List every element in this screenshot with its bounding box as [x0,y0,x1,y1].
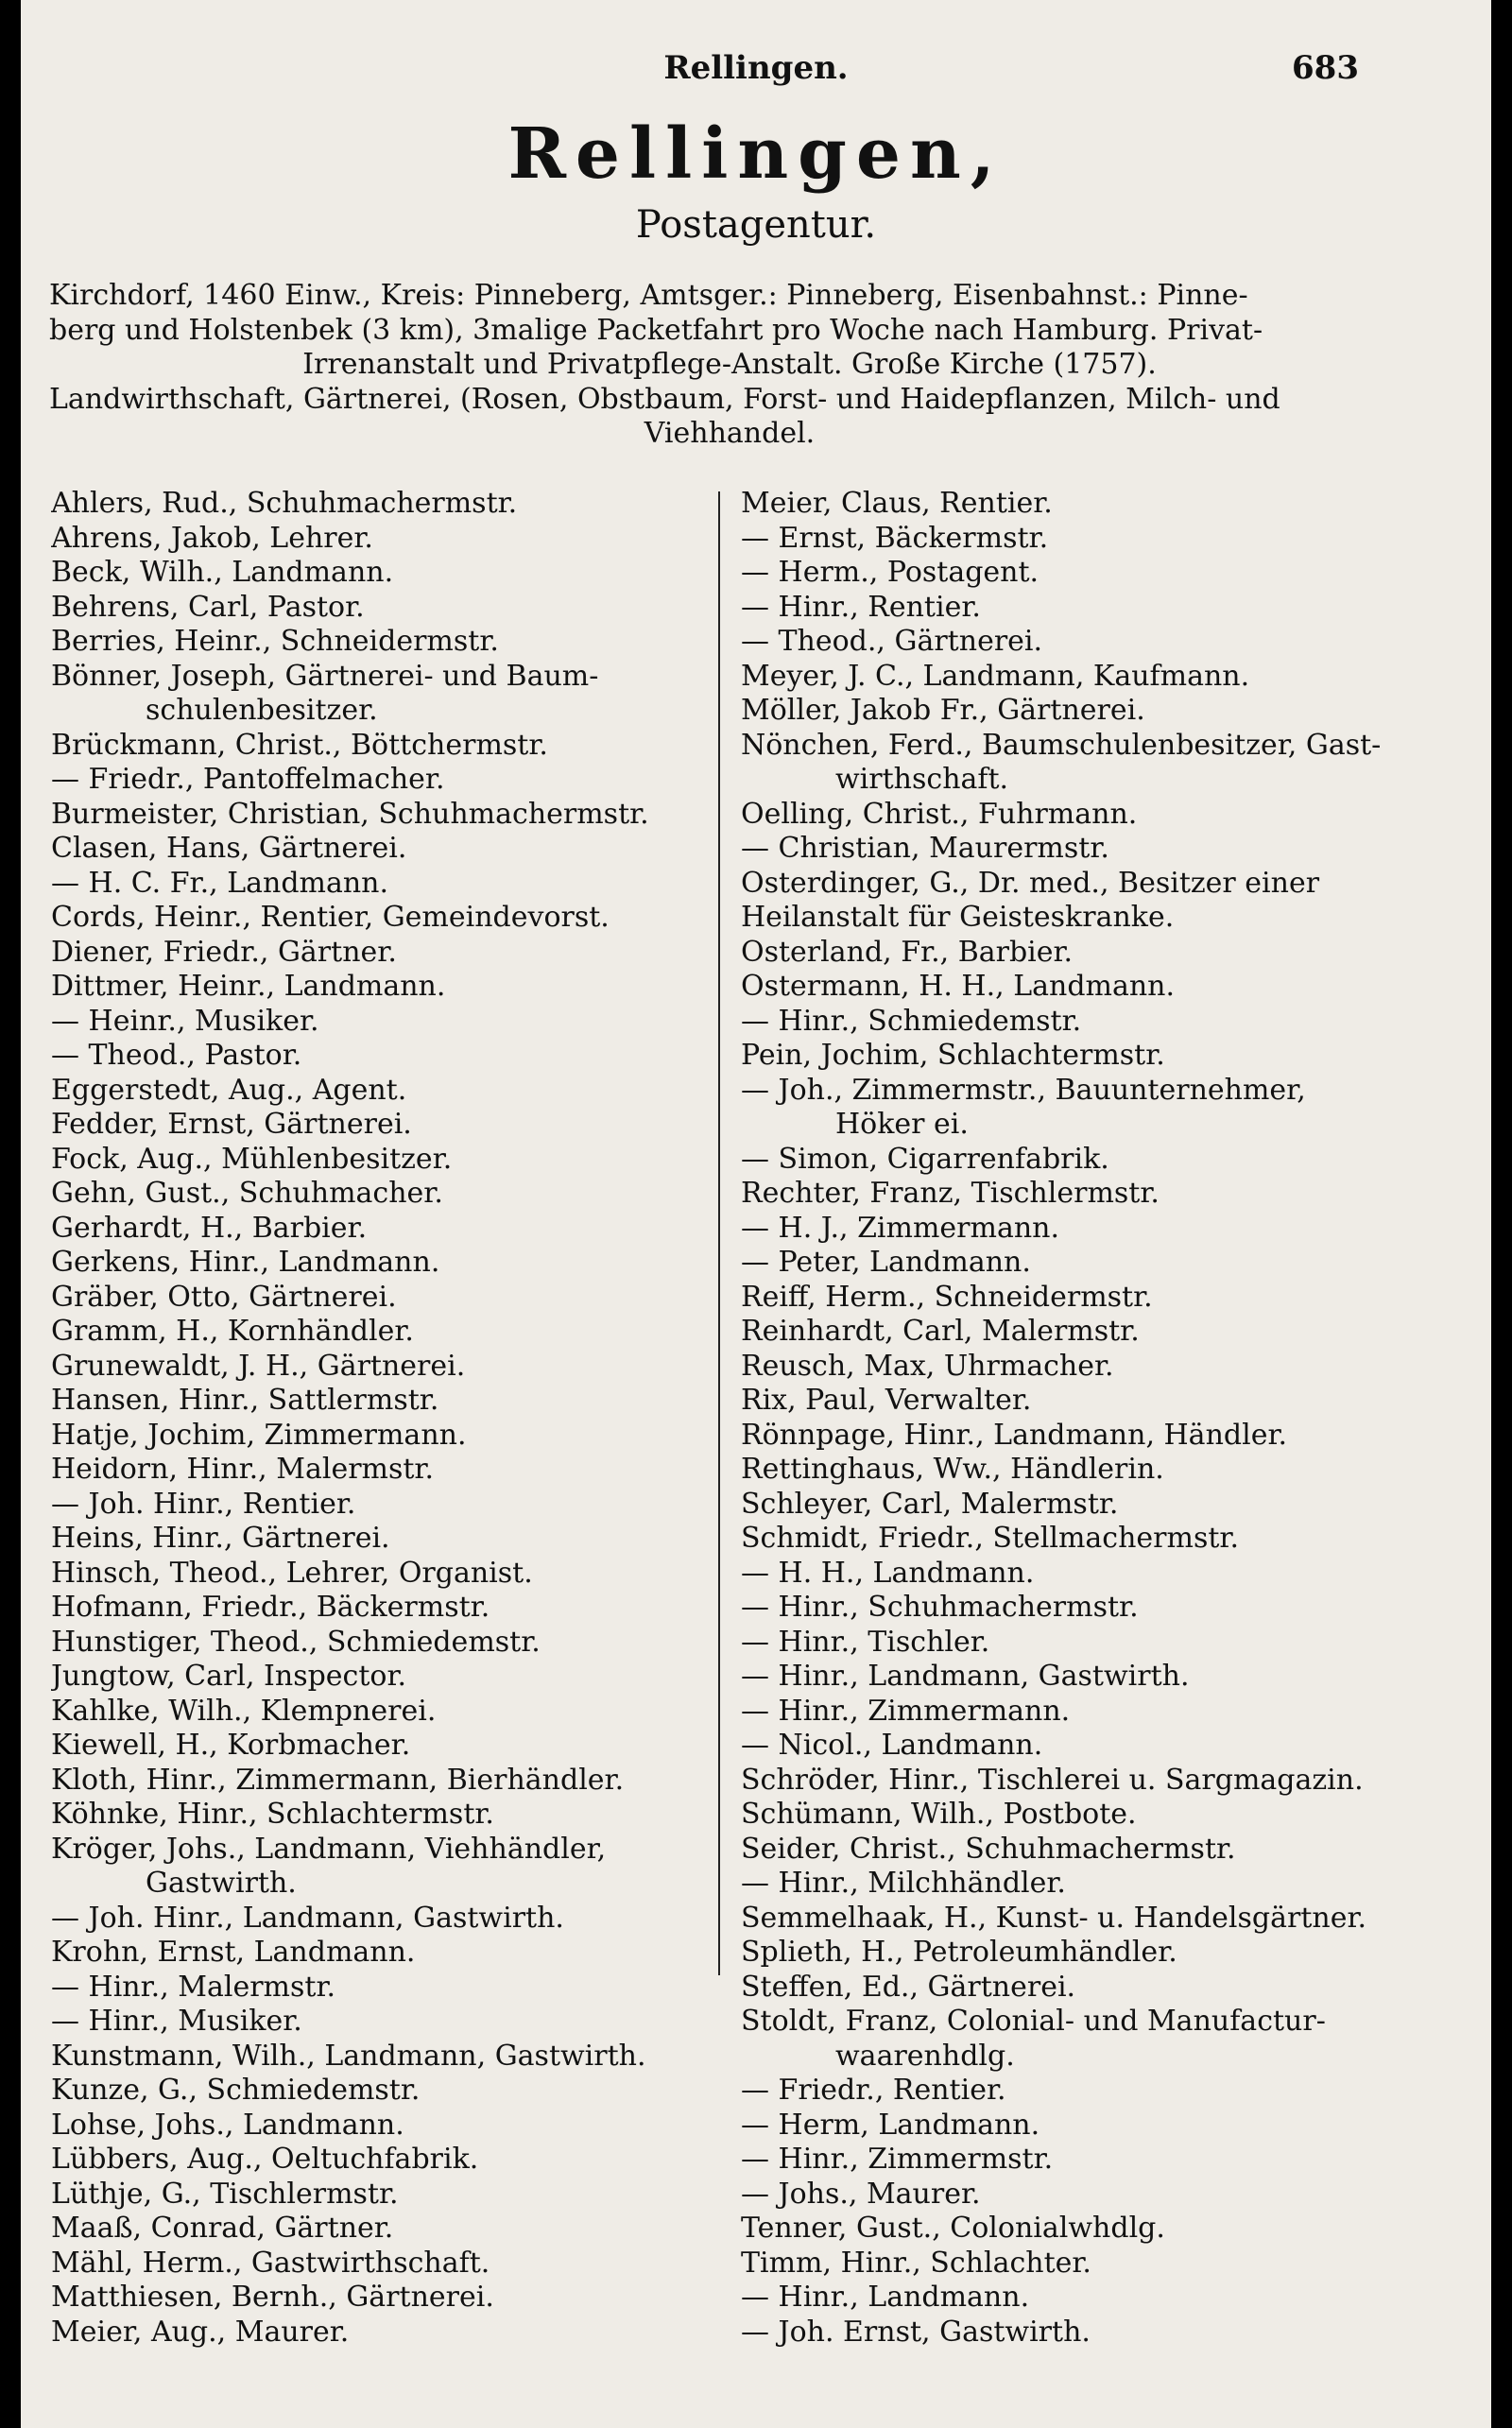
right-column [741,487,1421,2350]
directory-entry: — Simon, Cigarrenfabrik. [741,1142,1109,1176]
directory-page [21,0,1491,2428]
directory-entry: Heilanstalt für Geisteskranke. [741,901,1175,934]
directory-entry: Matthiesen, Bernh., Gärtnerei. [51,2281,494,2314]
directory-entry: Stoldt, Franz, Colonial- und Manufactur- [741,2005,1326,2038]
directory-entry: Reusch, Max, Uhrmacher. [741,1349,1114,1383]
directory-entry: Splieth, H., Petroleumhändler. [741,1936,1177,1969]
directory-entry: — Theod., Gärtnerei. [741,625,1043,658]
intro-line-5: Viehhandel. [644,417,816,450]
page-title: Rellingen, [507,113,1005,195]
directory-entry: Möller, Jakob Fr., Gärtnerei. [741,694,1145,727]
directory-entry: — H. C. Fr., Landmann. [51,866,389,900]
directory-entry: — Hinr., Landmann, Gastwirth. [741,1660,1190,1693]
directory-entry: Jungtow, Carl, Inspector. [51,1660,407,1693]
directory-entry: Lüthje, G., Tischlermstr. [51,2177,399,2211]
directory-entry: Kunstmann, Wilh., Landmann, Gastwirth. [51,2039,646,2073]
directory-entry: schulenbesitzer. [146,694,378,727]
directory-entry: Gramm, H., Kornhändler. [51,1315,414,1348]
directory-entry: Behrens, Carl, Pastor. [51,590,365,624]
directory-entry: — Christian, Maurermstr. [741,832,1109,865]
column-divider [718,491,720,1975]
directory-entry: Hunstiger, Theod., Schmiedemstr. [51,1625,541,1659]
directory-entry: — Hinr., Milchhändler. [741,1867,1066,1900]
directory-entry: Pein, Jochim, Schlachtermstr. [741,1039,1165,1072]
directory-entry: Schümann, Wilh., Postbote. [741,1798,1137,1831]
directory-entry: Grunewaldt, J. H., Gärtnerei. [51,1349,466,1383]
directory-entry: Berries, Heinr., Schneidermstr. [51,625,499,658]
directory-entry: Gehn, Gust., Schuhmacher. [51,1177,443,1210]
directory-entry: Hansen, Hinr., Sattlermstr. [51,1384,439,1417]
directory-entry: Krohn, Ernst, Landmann. [51,1936,416,1969]
left-column [51,487,713,2350]
directory-entry: Ahrens, Jakob, Lehrer. [51,521,373,555]
directory-entry: Reinhardt, Carl, Malermstr. [741,1315,1140,1348]
directory-entry: Diener, Friedr., Gärtner. [51,935,397,969]
directory-entry: Lohse, Johs., Landmann. [51,2108,404,2142]
intro-line-1: Kirchdorf, 1460 Einw., Kreis: Pinneberg, Amtsger.: Pinneberg, Eisenbahnst.: Pinne- [49,279,1248,312]
directory-entry: Ahlers, Rud., Schuhmachermstr. [51,487,518,520]
directory-entry: Fock, Aug., Mühlenbesitzer. [51,1142,453,1176]
directory-entry: — Friedr., Pantoffelmacher. [51,763,445,796]
directory-entry: waarenhdlg. [835,2039,1015,2073]
directory-entry: — Herm., Postagent. [741,556,1040,589]
directory-entry: Timm, Hinr., Schlachter. [741,2246,1091,2280]
directory-entry: — Hinr., Schmiedemstr. [741,1004,1082,1038]
directory-entry: Oelling, Christ., Fuhrmann. [741,797,1138,831]
directory-entry: Maaß, Conrad, Gärtner. [51,2212,394,2245]
directory-entry: — Hinr., Zimmermann. [741,1694,1071,1728]
directory-entry: Heidorn, Hinr., Malermstr. [51,1453,435,1486]
running-title: Rellingen. [663,49,849,87]
directory-entry: — H. H., Landmann. [741,1556,1035,1590]
intro-line-2: berg und Holstenbek (3 km), 3malige Packetfahrt pro Woche nach Hamburg. Privat- [49,313,1263,347]
directory-entry: Gerhardt, H., Barbier. [51,1211,368,1245]
directory-entry: — Hinr., Musiker. [51,2005,302,2038]
directory-entry: — Joh. Hinr., Rentier. [51,1487,356,1521]
directory-entry: Hatje, Jochim, Zimmermann. [51,1418,467,1452]
directory-entry: Kiewell, H., Korbmacher. [51,1729,411,1762]
directory-entry: — Hinr., Malermstr. [51,1970,336,2004]
directory-entry: — Hinr., Tischler. [741,1625,990,1659]
directory-entry: Fedder, Ernst, Gärtnerei. [51,1108,412,1141]
directory-entry: Hinsch, Theod., Lehrer, Organist. [51,1556,533,1590]
directory-entry: Schröder, Hinr., Tischlerei u. Sargmagazin. [741,1763,1364,1797]
directory-entry: — Hinr., Rentier. [741,590,981,624]
directory-entry: Kahlke, Wilh., Klempnerei. [51,1694,437,1728]
page-number: 683 [1292,49,1359,87]
directory-entry: Kröger, Johs., Landmann, Viehhändler, [51,1832,607,1866]
directory-entry: Köhnke, Hinr., Schlachtermstr. [51,1798,494,1831]
directory-entry: Brückmann, Christ., Böttchermstr. [51,728,548,762]
directory-entry: Heins, Hinr., Gärtnerei. [51,1522,390,1555]
directory-entry: Kloth, Hinr., Zimmermann, Bierhändler. [51,1763,625,1797]
directory-entry: Bönner, Joseph, Gärtnerei- und Baum- [51,659,599,693]
directory-entry: Gastwirth. [146,1867,297,1900]
directory-entry: Steffen, Ed., Gärtnerei. [741,1970,1076,2004]
directory-entry: — Theod., Pastor. [51,1039,302,1072]
directory-entry: wirthschaft. [835,763,1009,796]
directory-entry: Seider, Christ., Schuhmachermstr. [741,1832,1236,1866]
directory-entry: Kunze, G., Schmiedemstr. [51,2074,421,2107]
directory-entry: — Herm, Landmann. [741,2108,1040,2142]
intro-line-4: Landwirthschaft, Gärtnerei, (Rosen, Obstbaum, Forst- und Haidepflanzen, Milch- und [49,382,1280,416]
directory-entry: Semmelhaak, H., Kunst- u. Handelsgärtner. [741,1901,1367,1935]
directory-entry: Mähl, Herm., Gastwirthschaft. [51,2246,490,2280]
directory-entry: — H. J., Zimmermann. [741,1211,1060,1245]
directory-entry: — Joh. Ernst, Gastwirth. [741,2315,1091,2349]
directory-entry: Lübbers, Aug., Oeltuchfabrik. [51,2143,479,2176]
directory-entry: Nönchen, Ferd., Baumschulenbesitzer, Gast- [741,728,1382,762]
directory-entry: Dittmer, Heinr., Landmann. [51,970,446,1003]
directory-entry: — Johs., Maurer. [741,2177,981,2211]
directory-entry: Reiff, Herm., Schneidermstr. [741,1280,1153,1314]
directory-entry: — Heinr., Musiker. [51,1004,319,1038]
directory-entry: Meier, Claus, Rentier. [741,487,1053,520]
directory-entry: Tenner, Gust., Colonialwhdlg. [741,2212,1165,2245]
page-subtitle: Postagentur. [635,203,877,247]
directory-entry: — Peter, Landmann. [741,1246,1031,1279]
directory-entry: Ostermann, H. H., Landmann. [741,970,1176,1003]
directory-entry: — Ernst, Bäckermstr. [741,521,1049,555]
directory-entry: Gerkens, Hinr., Landmann. [51,1246,440,1279]
directory-entry: — Hinr., Landmann. [741,2281,1030,2314]
directory-entry: Burmeister, Christian, Schuhmachermstr. [51,797,649,831]
intro-paragraph [49,279,1410,452]
directory-entry: Schleyer, Carl, Malermstr. [741,1487,1119,1521]
directory-entry: — Hinr., Zimmermstr. [741,2143,1054,2176]
directory-entry: Osterdinger, G., Dr. med., Besitzer einer [741,866,1320,900]
directory-entry: Rönnpage, Hinr., Landmann, Händler. [741,1418,1288,1452]
directory-entry: Cords, Heinr., Rentier, Gemeindevorst. [51,901,610,934]
directory-entry: Meier, Aug., Maurer. [51,2315,350,2349]
directory-entry: — Nicol., Landmann. [741,1729,1043,1762]
directory-entry: Eggerstedt, Aug., Agent. [51,1073,407,1107]
directory-entry: Hofmann, Friedr., Bäckermstr. [51,1591,490,1624]
directory-entry: Meyer, J. C., Landmann, Kaufmann. [741,659,1250,693]
directory-entry: Rix, Paul, Verwalter. [741,1384,1032,1417]
directory-entry: Gräber, Otto, Gärtnerei. [51,1280,397,1314]
directory-entry: — Joh., Zimmermstr., Bauunternehmer, [741,1073,1306,1107]
directory-entry: Clasen, Hans, Gärtnerei. [51,832,407,865]
directory-entry: — Joh. Hinr., Landmann, Gastwirth. [51,1901,564,1935]
directory-entry: — Hinr., Schuhmachermstr. [741,1591,1139,1624]
directory-entry: Osterland, Fr., Barbier. [741,935,1074,969]
directory-entry: Beck, Wilh., Landmann. [51,556,394,589]
directory-entry: Höker ei. [835,1108,969,1141]
directory-entry: — Friedr., Rentier. [741,2074,1006,2107]
directory-entry: Rechter, Franz, Tischlermstr. [741,1177,1160,1210]
directory-entry: Schmidt, Friedr., Stellmachermstr. [741,1522,1239,1555]
directory-entry: Rettinghaus, Ww., Händlerin. [741,1453,1164,1486]
intro-line-3: Irrenanstalt und Privatpflege-Anstalt. Große Kirche (1757). [302,348,1157,381]
